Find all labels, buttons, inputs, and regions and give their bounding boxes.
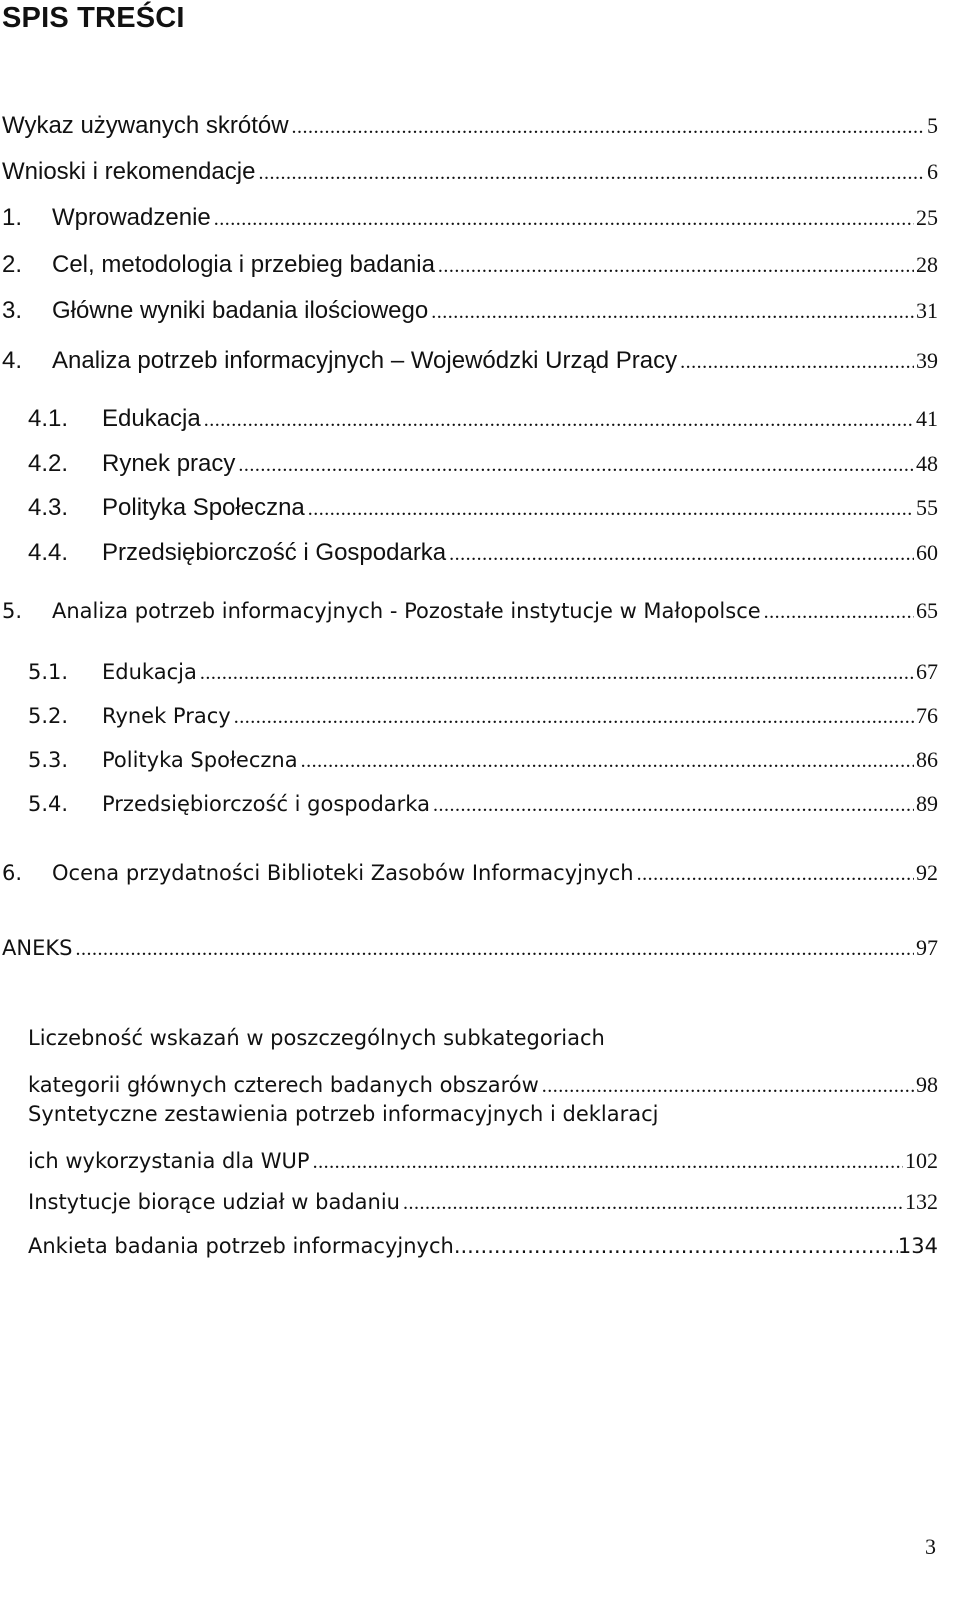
toc-entry-2[interactable] [2, 251, 960, 285]
dot-leader [313, 1151, 903, 1174]
toc-entry-page: 48 [916, 451, 938, 476]
toc-entry-conclusions[interactable] [2, 158, 960, 192]
toc-entry-page: 41 [916, 406, 938, 431]
toc-entry-label: Ankieta badania potrzeb informacyjnych [28, 1234, 454, 1258]
toc-entry-page: 86 [916, 747, 938, 772]
toc-entry-label: kategorii głównych czterech badanych obszarów [28, 1073, 539, 1097]
dot-leader [214, 208, 914, 231]
toc-entry-label: Ocena przydatności Biblioteki Zasobów Informacyjnych [52, 861, 634, 885]
toc-entry-3[interactable] [2, 297, 960, 331]
toc-entry-label: Główne wyniki badania ilościowego [52, 297, 429, 324]
toc-entry-page: 60 [916, 540, 938, 565]
toc-entry-5-3[interactable] [2, 747, 960, 781]
toc-entry-number: 4.1. [28, 405, 69, 432]
toc-entry-number: 5.3. [28, 748, 69, 772]
toc-entry-page: 76 [916, 703, 938, 728]
dot-leader [75, 938, 914, 961]
toc-entry-number: 2. [2, 251, 23, 278]
toc-entry-page: 39 [916, 348, 938, 373]
toc-entry-page: 92 [916, 860, 938, 885]
page-number: 3 [925, 1534, 936, 1559]
toc-entry-label-line1: Liczebność wskazań w poszczególnych subkategoriach [28, 1026, 605, 1050]
toc-entry-page: 67 [916, 659, 938, 684]
toc-entry-page: 102 [905, 1148, 938, 1173]
toc-entry-label: ANEKS [2, 936, 73, 960]
dot-leader [431, 301, 914, 324]
toc-entry-page: 89 [916, 791, 938, 816]
dot-leader [238, 454, 914, 477]
toc-entry-number: 6. [2, 861, 23, 885]
toc-entry-page: 6 [927, 159, 938, 184]
toc-entry-number: 4.2. [28, 450, 69, 477]
toc-entry-page: 55 [916, 495, 938, 520]
toc-entry-6[interactable] [2, 860, 960, 894]
toc-entry-label: Edukacja [102, 660, 197, 684]
toc-entry-abbreviations[interactable] [2, 112, 960, 146]
dot-leader [637, 863, 914, 886]
toc-entry-number: 5.1. [28, 660, 69, 684]
toc-entry-number: 4.3. [28, 494, 69, 521]
dot-leader [200, 662, 914, 685]
toc-entry-page: 65 [916, 598, 938, 623]
toc-entry-number: 3. [2, 297, 23, 324]
toc-entry-label: Instytucje biorące udział w badaniu [28, 1190, 400, 1214]
toc-entry-number: 5.2. [28, 704, 69, 728]
dot-leader [454, 1234, 898, 1258]
dot-leader [433, 794, 914, 817]
toc-entry-label: Wnioski i rekomendacje [2, 158, 256, 185]
toc-entry-page: 25 [916, 205, 938, 230]
toc-entry-label: Przedsiębiorczość i Gospodarka [102, 539, 447, 566]
toc-title: SPIS TREŚCI [2, 2, 185, 34]
toc-entry-5-4[interactable] [2, 791, 960, 825]
dot-leader [234, 706, 914, 729]
toc-entry-5[interactable] [2, 598, 960, 632]
dot-leader [438, 255, 914, 278]
toc-entry-number: 4. [2, 347, 23, 374]
toc-entry-page: 28 [916, 252, 938, 277]
toc-entry-label: Edukacja [102, 405, 201, 432]
toc-entry-label: Polityka Społeczna [102, 494, 305, 521]
toc-entry-number: 5.4. [28, 792, 69, 816]
dot-leader [764, 601, 914, 624]
toc-entry-5-2[interactable] [2, 703, 960, 737]
toc-entry-label: Wykaz używanych skrótów [2, 112, 289, 139]
toc-entry-label: ich wykorzystania dla WUP [28, 1149, 310, 1173]
dot-leader [680, 351, 914, 374]
dot-leader [449, 543, 914, 566]
toc-entry-page: 132 [905, 1189, 938, 1214]
dot-leader [308, 498, 914, 521]
dot-leader [403, 1192, 903, 1215]
toc-entry-label: Analiza potrzeb informacyjnych – Wojewódzki Urząd Pracy [52, 347, 678, 374]
toc-entry-annex[interactable] [2, 935, 960, 969]
toc-entry-1[interactable] [2, 204, 960, 238]
toc-entry-number: 1. [2, 204, 23, 231]
toc-entry-label-line1: Syntetyczne zestawienia potrzeb informacyjnych i deklaracj [28, 1102, 659, 1126]
toc-entry-label: Cel, metodologia i przebieg badania [52, 251, 435, 278]
toc-entry-4-3[interactable] [2, 494, 960, 528]
toc-entry-annex-counts[interactable] [2, 1026, 960, 1098]
toc-entry-number: 5. [2, 599, 23, 623]
toc-entry-page: 5 [927, 113, 938, 138]
toc-entry-4-1[interactable] [2, 405, 960, 439]
dot-leader [542, 1075, 914, 1098]
dot-leader [204, 409, 914, 432]
toc-entry-label: Rynek Pracy [102, 704, 231, 728]
toc-entry-page: 98 [916, 1072, 938, 1097]
toc-entry-annex-summary[interactable] [2, 1102, 960, 1174]
dot-leader [258, 162, 925, 185]
toc-entry-page: 97 [916, 935, 938, 960]
toc-entry-page: 134 [897, 1234, 938, 1258]
dot-leader [301, 750, 914, 773]
toc-entry-page: 31 [916, 298, 938, 323]
toc-entry-5-1[interactable] [2, 659, 960, 693]
toc-entry-label: Wprowadzenie [52, 204, 211, 231]
toc-entry-4-2[interactable] [2, 450, 960, 484]
toc-entry-annex-survey[interactable] [2, 1234, 960, 1268]
toc-entry-label: Polityka Społeczna [102, 748, 298, 772]
toc-entry-label: Przedsiębiorczość i gospodarka [102, 792, 430, 816]
toc-entry-annex-institutions[interactable] [2, 1189, 960, 1223]
toc-entry-4-4[interactable] [2, 539, 960, 573]
toc-entry-label: Analiza potrzeb informacyjnych - Pozostałe instytucje w Małopolsce [52, 599, 761, 623]
dot-leader [292, 116, 925, 139]
toc-entry-number: 4.4. [28, 539, 69, 566]
toc-entry-4[interactable] [2, 347, 960, 381]
toc-entry-label: Rynek pracy [102, 450, 236, 477]
